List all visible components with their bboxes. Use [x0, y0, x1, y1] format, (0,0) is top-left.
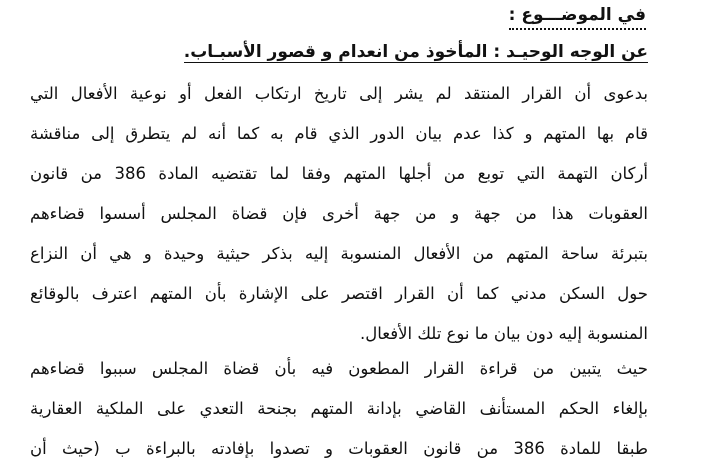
text-line: حيث يتبين من قراءة القرار المطعون فيه بأن قضاة المجلس سببوا قضاءهم: [30, 359, 648, 378]
text-line: أركان التهمة التي توبع من أجلها المتهم وفقا لما تقتضيه المادة 386 من قانون: [30, 164, 648, 183]
text-line: بتبرئة ساحة المتهم من الأفعال المنسوبة إليه بذكر حيثية وحيدة و هي أن النزاع: [30, 244, 648, 263]
text-line: بإلغاء الحكم المستأنف القاضي بإدانة المتهم بجنحة التعدي على الملكية العقارية: [30, 399, 648, 418]
ground-title: عن الوجه الوحيـد : المأخوذ من انعدام و قصور الأسبـاب.: [183, 42, 648, 62]
text-line: المنسوبة إليه دون بيان ما نوع تلك الأفعال.: [359, 324, 648, 343]
ground-heading: [184, 38, 648, 66]
text-line: حول السكن مدني كما أن القرار اقتصر على الإشارة بأن المتهم اعترف بالوقائع: [30, 284, 648, 303]
paragraph-reasoning: [30, 349, 648, 469]
text-line: العقوبات هذا من جهة و من جهة أخرى فإن قضاة المجلس أسسوا قضاءهم: [30, 204, 648, 223]
text-line: طبقا للمادة 386 من قانون العقوبات و تصدوا بإفادته بالبراءة ب (حيث أن: [30, 439, 649, 458]
paragraph-argument: [30, 74, 648, 354]
section-heading: في الموضـــوع :: [509, 2, 646, 30]
text-line: بدعوى أن القرار المنتقد لم يشر إلى تاريخ ارتكاب الفعل أو نوعية الأفعال التي: [30, 84, 648, 103]
text-line: قام بها المتهم و كذا عدم بيان الدور الذي قام به كما أنه لم يتطرق إلى مناقشة: [30, 124, 648, 143]
